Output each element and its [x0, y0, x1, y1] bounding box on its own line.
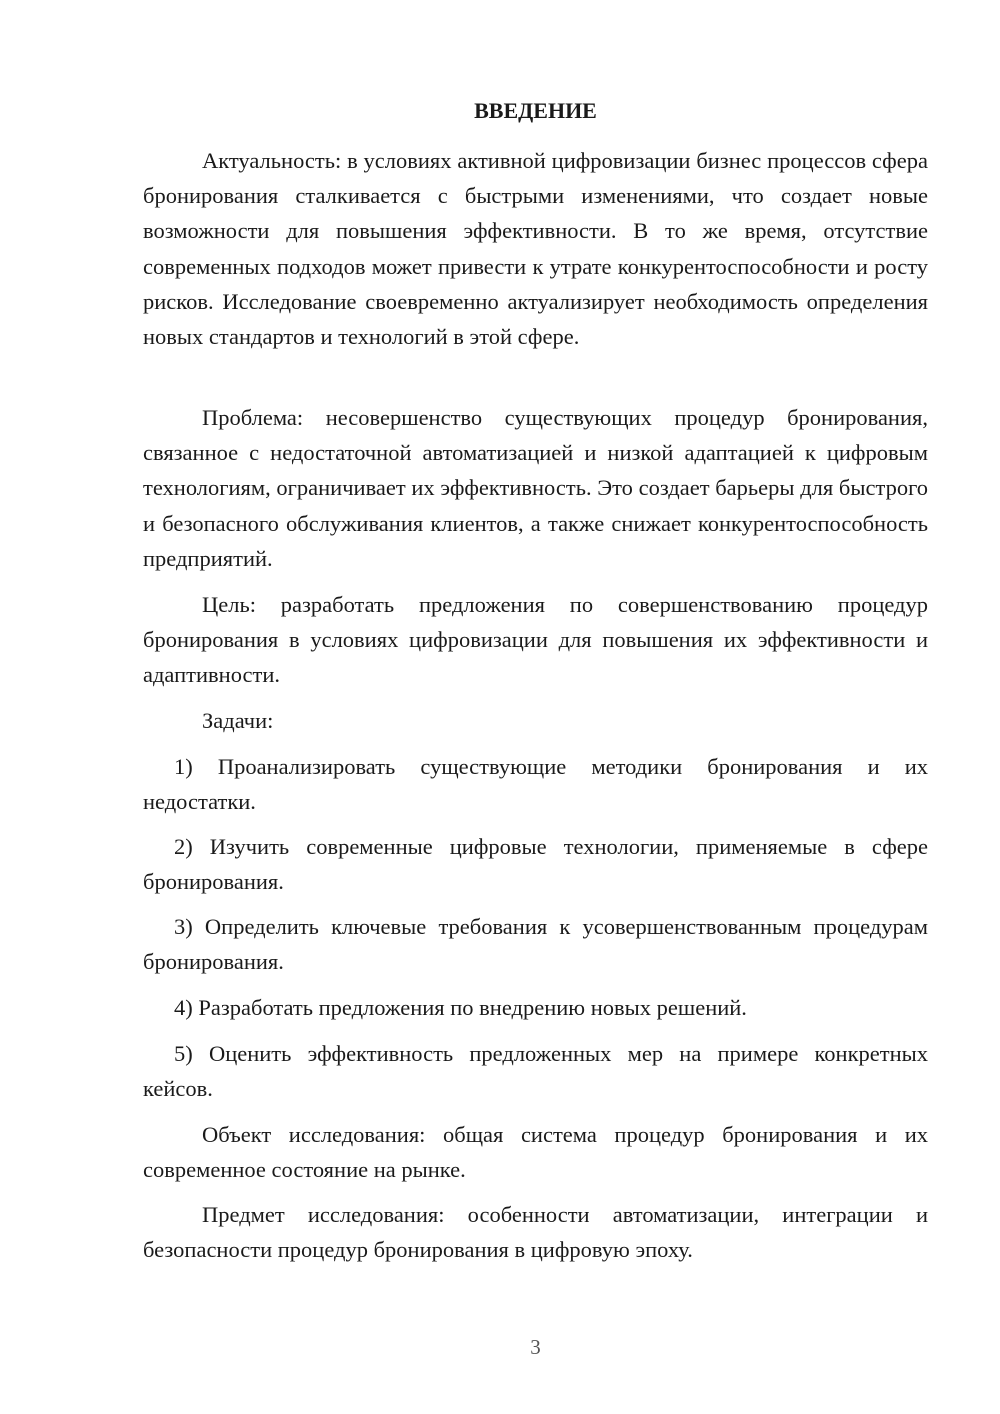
task-item-5: 5) Оценить эффективность предложенных мер на примере конкретных кейсов. — [143, 1041, 928, 1102]
task-item-3: 3) Определить ключевые требования к усовершенствованным процедурам бронирования. — [143, 914, 928, 975]
object-paragraph: Объект исследования: общая система процедур бронирования и их современное состояние на рынке. — [143, 1122, 928, 1183]
page-number: 3 — [530, 1335, 541, 1359]
tasks-heading: Задачи: — [202, 708, 274, 733]
task-item-2: 2) Изучить современные цифровые технологии, применяемые в сфере бронирования. — [143, 834, 928, 895]
relevance-paragraph: Актуальность: в условиях активной цифровизации бизнес процессов сфера бронирования сталкивается с быстрыми изменениями, что создает новые возможности для повышения эффективности. В то же время, отсутствие современных подходов может привести к утрате конкурентоспособности и росту рисков. Исследование своевременно актуализирует необходимость определения новых стандартов и технологий в этой сфере. — [143, 148, 928, 350]
document-page — [143, 0, 928, 1414]
subject-paragraph: Предмет исследования: особенности автоматизации, интеграции и безопасности процедур бронирования в цифровую эпоху. — [143, 1202, 928, 1263]
task-item-4: 4) Разработать предложения по внедрению новых решений. — [174, 995, 747, 1020]
section-title: ВВЕДЕНИЕ — [474, 98, 597, 123]
problem-paragraph: Проблема: несовершенство существующих процедур бронирования, связанное с недостаточной автоматизацией и низкой адаптацией к цифровым технологиям, ограничивает их эффективность. Это создает барьеры для быстрого и безопасного обслуживания клиентов, а также снижает конкурентоспособность предприятий. — [143, 405, 928, 571]
task-item-1: 1) Проанализировать существующие методики бронирования и их недостатки. — [143, 754, 928, 815]
goal-paragraph: Цель: разработать предложения по совершенствованию процедур бронирования в условиях цифровизации для повышения их эффективности и адаптивности. — [143, 592, 928, 688]
